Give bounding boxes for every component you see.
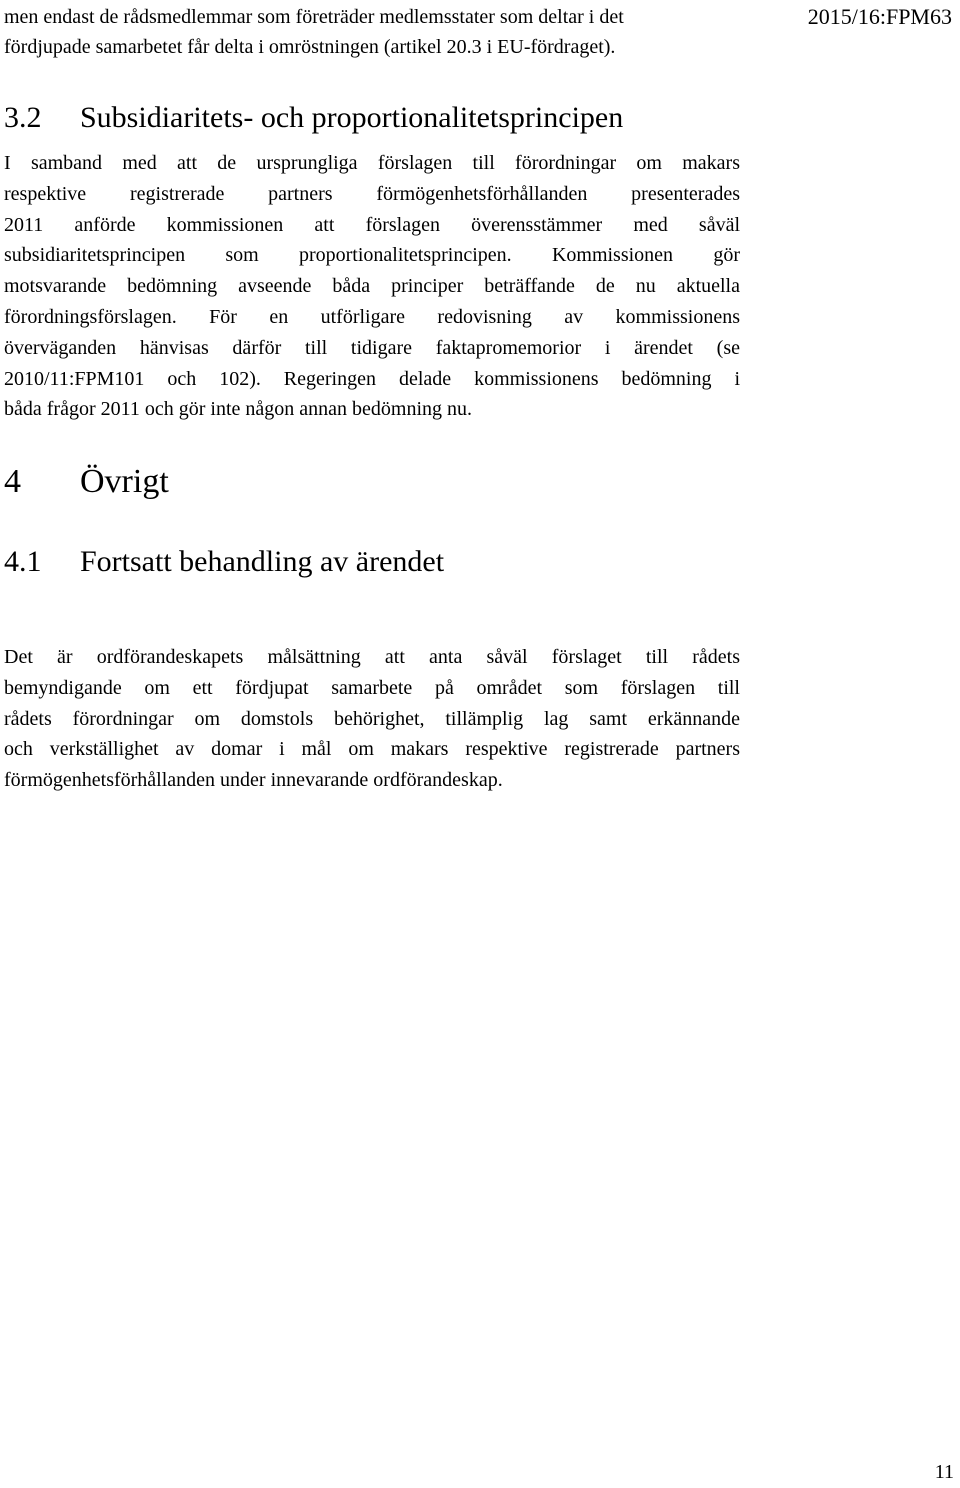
paragraph-line: överväganden hänvisas därför till tidigare faktapromemorior i ärendet (se bbox=[4, 336, 740, 359]
page-number: 11 bbox=[934, 1461, 954, 1483]
paragraph-line: 2011 anförde kommissionen att förslagen överensstämmer med såväl bbox=[4, 213, 740, 236]
section-3-2-number: 3.2 bbox=[4, 101, 42, 134]
paragraph-line: båda frågor 2011 och gör inte någon annan bedömning nu. bbox=[4, 398, 473, 421]
section-3-2-title: Subsidiaritets- och proportionalitetsprincipen bbox=[80, 101, 624, 134]
paragraph-line: förordningsförslagen. För en utförligare redovisning av kommissionens bbox=[4, 305, 740, 328]
paragraph-line: och verkställighet av domar i mål om makars respektive registrerade partners bbox=[4, 738, 740, 761]
paragraph-line: förmögenhetsförhållanden under innevarande ordförandeskap. bbox=[4, 769, 503, 792]
section-4-1-paragraph bbox=[4, 642, 740, 796]
section-4-1-title: Fortsatt behandling av ärendet bbox=[80, 545, 445, 578]
section-4-number: 4 bbox=[4, 463, 21, 500]
continued-line-2: fördjupade samarbetet får delta i omröstningen (artikel 20.3 i EU-fördraget). bbox=[4, 36, 616, 58]
paragraph-line: bemyndigande om ett fördjupat samarbete på området som förslagen till bbox=[4, 676, 740, 699]
section-3-2-paragraph bbox=[4, 148, 740, 425]
continued-paragraph bbox=[4, 2, 764, 62]
section-4-1-heading bbox=[4, 544, 444, 580]
section-4-title: Övrigt bbox=[80, 463, 169, 500]
continued-line-1: men endast de rådsmedlemmar som företräder medlemsstater som deltar i det bbox=[4, 6, 624, 28]
paragraph-line: I samband med att de ursprungliga förslagen till förordningar om makars bbox=[4, 152, 740, 174]
paragraph-line: rådets förordningar om domstols behörighet, tillämplig lag samt erkännande bbox=[4, 707, 740, 730]
document-id: 2015/16:FPM63 bbox=[807, 4, 952, 29]
paragraph-line: 2010/11:FPM101 och 102). Regeringen delade kommissionens bedömning i bbox=[4, 367, 740, 390]
section-4-heading bbox=[4, 462, 169, 502]
section-4-1-number: 4.1 bbox=[4, 545, 42, 578]
paragraph-line: motsvarande bedömning avseende båda principer beträffande de nu aktuella bbox=[4, 275, 740, 298]
paragraph-line: respektive registrerade partners förmögenhetsförhållanden presenterades bbox=[4, 182, 740, 205]
paragraph-line: Det är ordförandeskapets målsättning att anta såväl förslaget till rådets bbox=[4, 646, 740, 668]
paragraph-line: subsidiaritetsprincipen som proportionalitetsprincipen. Kommissionen gör bbox=[4, 244, 740, 267]
section-3-2-heading bbox=[4, 100, 623, 136]
